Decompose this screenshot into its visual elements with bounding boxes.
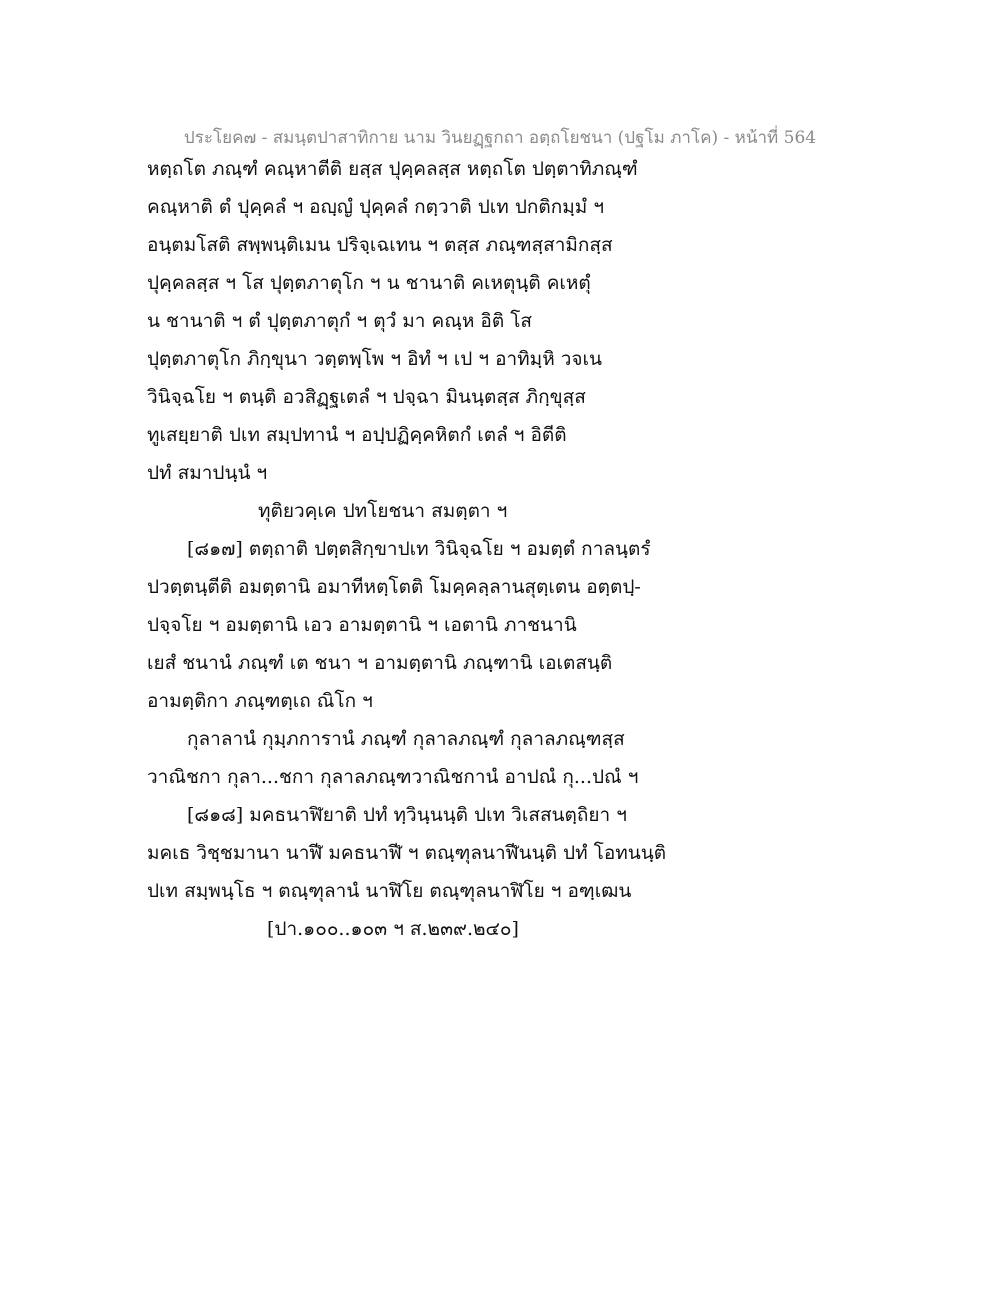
text-line: ทูเสยฺยาติ ปเท สมฺปทานํ ฯ อปฺปฏิคฺคหิตกํ เตลํ ฯ อิตีติ bbox=[147, 424, 567, 446]
text-line: ปุคฺคลสฺส ฯ โส ปุตฺตภาตุโก ฯ น ชานาติ คเหตุนฺติ คเหตุํ bbox=[147, 272, 591, 294]
text-line: อนฺตมโสติ สพฺพนฺติเมน ปริจฺเฉเทน ฯ ตสฺส ภณฺฑสฺสามิกสฺส bbox=[147, 234, 613, 256]
text-line: วาณิชกา กุลา...ชกา กุลาลภณฺฑวาณิชกานํ อาปณํ กุ...ปณํ ฯ bbox=[147, 766, 639, 788]
section-footer: ทุติยวคฺเค ปทโยชนา สมตฺตา ฯ bbox=[258, 500, 508, 522]
text-line: เยสํ ชนานํ ภณฺฑํ เต ชนา ฯ อามตฺตานิ ภณฺฑานิ เอเตสนฺติ bbox=[147, 652, 613, 674]
text-line: น ชานาติ ฯ ตํ ปุตฺตภาตุกํ ฯ ตุวํ มา คณฺห อิติ โส bbox=[147, 310, 533, 332]
text-line: ปวตฺตนฺตีติ อมตฺตานิ อมาทีหตฺโตติ โมคฺคลฺลานสุตฺเตน อตฺตปฺ- bbox=[147, 576, 641, 598]
text-line: มคเธ วิชฺชมานา นาฬี มคธนาฬี ฯ ตณฺฑุลนาฬีนนฺติ ปทํ โอทนนฺติ bbox=[147, 842, 667, 864]
text-line: หตฺถโต ภณฺฑํ คณฺหาตีติ ยสฺส ปุคฺคลสฺส หตฺถโต ปตฺตาทิภณฺฑํ bbox=[147, 158, 638, 180]
text-line: [๘๑๗] ตตฺถาติ ปตฺตสิกฺขาปเท วินิจฺฉโย ฯ อมตฺตํ กาลนฺตรํ bbox=[187, 538, 651, 560]
text-line: ปุตฺตภาตุโก ภิกฺขุนา วตฺตพฺโพ ฯ อิทํ ฯ เป ฯ อาทิมฺหิ วจเน bbox=[147, 348, 603, 370]
page-reference: [ปา.๑๐๐..๑๐๓ ฯ ส.๒๓๙.๒๔๐] bbox=[267, 918, 519, 940]
text-line: ปจฺจโย ฯ อมตฺตานิ เอว อามตฺตานิ ฯ เอตานิ ภาชนานิ bbox=[147, 614, 577, 636]
page-header: ประโยค๗ - สมนฺตปาสาทิกาย นาม วินยฏฺฐกถา อตฺถโยชนา (ปฐโม ภาโค) - หน้าที่ 564 bbox=[183, 128, 817, 148]
text-line: [๘๑๘] มคธนาฬิยาติ ปทํ ทฺวินฺนนฺติ ปเท วิเสสนตฺถิยา ฯ bbox=[187, 804, 627, 826]
text-line: คณฺหาติ ตํ ปุคฺคลํ ฯ อญฺญํ ปุคฺคลํ กตฺวาติ ปเท ปกติกมฺมํ ฯ bbox=[147, 196, 604, 218]
text-line: ปทํ สมาปนฺนํ ฯ bbox=[147, 462, 268, 484]
text-line: อามตฺติกา ภณฺฑตฺเถ ณิโก ฯ bbox=[147, 690, 373, 712]
text-line: ปเท สมฺพนฺโธ ฯ ตณฺฑุลานํ นาฬิโย ตณฺฑุลนาฬิโย ฯ อฑฺเฒน bbox=[147, 880, 632, 902]
text-line: กุลาลานํ กุมฺภการานํ ภณฺฑํ กุลาลภณฺฑํ กุลาลภณฺฑสฺส bbox=[187, 728, 625, 750]
text-line: วินิจฺฉโย ฯ ตนฺติ อวสิฏฺฐเตลํ ฯ ปจฺฉา มินนฺตสฺส ภิกฺขุสฺส bbox=[147, 386, 586, 408]
